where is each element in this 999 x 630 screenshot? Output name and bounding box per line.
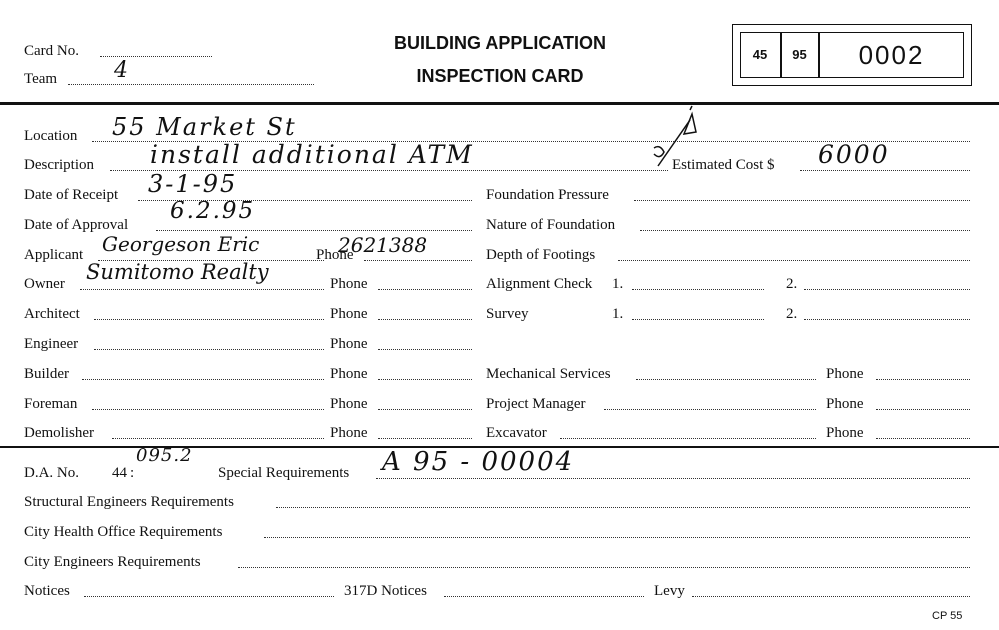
- depth-of-footings-field[interactable]: [618, 260, 970, 261]
- alignment-check-label: Alignment Check: [486, 276, 593, 292]
- builder-field[interactable]: [82, 379, 324, 380]
- description-label: Description: [24, 157, 94, 173]
- engineer-field[interactable]: [94, 349, 324, 350]
- owner-phone-label: Phone: [330, 276, 368, 292]
- foreman-label: Foreman: [24, 396, 78, 412]
- architect-label: Architect: [24, 306, 80, 322]
- card-no-field[interactable]: [100, 56, 212, 57]
- special-requirements-label: Special Requirements: [218, 465, 350, 481]
- city-health-field[interactable]: [264, 537, 970, 538]
- alignment-check-field-1[interactable]: [632, 289, 764, 290]
- mechanical-phone-field[interactable]: [876, 379, 970, 380]
- survey-num1: 1.: [612, 306, 624, 322]
- handwritten-arrow-icon: [650, 104, 710, 170]
- project-manager-label: Project Manager: [486, 396, 586, 412]
- da-no-value: 095.2: [136, 445, 193, 466]
- applicant-label: Applicant: [24, 247, 84, 263]
- demolisher-phone-label: Phone: [330, 425, 368, 441]
- title-line2: INSPECTION CARD: [416, 66, 584, 86]
- survey-num2: 2.: [786, 306, 798, 322]
- project-manager-field[interactable]: [604, 409, 816, 410]
- owner-value: Sumitomo Realty: [86, 260, 269, 284]
- alignment-check-num1: 1.: [612, 276, 624, 292]
- levy-label: Levy: [654, 583, 685, 599]
- notices-label: Notices: [24, 583, 70, 599]
- demolisher-phone-field[interactable]: [378, 438, 472, 439]
- structural-engineers-label: Structural Engineers Requirements: [24, 494, 234, 510]
- team-label: Team: [24, 71, 58, 87]
- notices-317d-label: 317D Notices: [344, 583, 427, 599]
- description-value: install additional ATM: [150, 140, 474, 169]
- architect-phone-field[interactable]: [378, 319, 472, 320]
- architect-field[interactable]: [94, 319, 324, 320]
- special-requirements-value: A 95 - 00004: [382, 447, 575, 477]
- team-field[interactable]: [68, 84, 314, 85]
- foreman-phone-label: Phone: [330, 396, 368, 412]
- owner-label: Owner: [24, 276, 65, 292]
- estimated-cost-value: 6000: [818, 140, 890, 169]
- owner-phone-field[interactable]: [378, 289, 472, 290]
- alignment-check-num2: 2.: [786, 276, 798, 292]
- survey-field-2[interactable]: [804, 319, 970, 320]
- city-health-label: City Health Office Requirements: [24, 524, 223, 540]
- depth-of-footings-label: Depth of Footings: [486, 247, 596, 263]
- city-engineers-label: City Engineers Requirements: [24, 554, 201, 570]
- nature-of-foundation-field[interactable]: [640, 230, 970, 231]
- applicant-value: Georgeson Eric: [102, 232, 260, 256]
- mechanical-phone-label: Phone: [826, 366, 864, 382]
- header-rule: [0, 102, 999, 105]
- levy-field[interactable]: [692, 596, 970, 597]
- survey-label: Survey: [486, 306, 529, 322]
- builder-phone-field[interactable]: [378, 379, 472, 380]
- location-label: Location: [24, 128, 78, 144]
- location-value: 55 Market St: [112, 113, 297, 141]
- title-line1: BUILDING APPLICATION: [394, 33, 606, 53]
- engineer-label: Engineer: [24, 336, 79, 352]
- builder-phone-label: Phone: [330, 366, 368, 382]
- demolisher-label: Demolisher: [24, 425, 94, 441]
- excavator-field[interactable]: [560, 438, 816, 439]
- city-engineers-field[interactable]: [238, 567, 970, 568]
- notices-317d-field[interactable]: [444, 596, 644, 597]
- excavator-phone-field[interactable]: [876, 438, 970, 439]
- applicant-phone-field[interactable]: [364, 260, 472, 261]
- estimated-cost-label: Estimated Cost $: [672, 157, 775, 173]
- survey-field-1[interactable]: [632, 319, 764, 320]
- notices-field[interactable]: [84, 596, 334, 597]
- builder-label: Builder: [24, 366, 69, 382]
- da-no-label: D.A. No.: [24, 465, 79, 481]
- structural-engineers-field[interactable]: [276, 507, 970, 508]
- engineer-phone-label: Phone: [330, 336, 368, 352]
- project-manager-phone-field[interactable]: [876, 409, 970, 410]
- excavator-label: Excavator: [486, 425, 547, 441]
- da-no-prefix: 44: [112, 465, 127, 481]
- owner-field[interactable]: [80, 289, 324, 290]
- foreman-phone-field[interactable]: [378, 409, 472, 410]
- mechanical-services-label: Mechanical Services: [486, 366, 611, 382]
- demolisher-field[interactable]: [112, 438, 324, 439]
- date-of-receipt-label: Date of Receipt: [24, 187, 119, 203]
- team-value: 4: [114, 58, 130, 83]
- estimated-cost-field[interactable]: [800, 170, 970, 171]
- box-cell-1: 45: [752, 47, 768, 62]
- applicant-phone-value: 2621388: [338, 233, 428, 257]
- engineer-phone-field[interactable]: [378, 349, 472, 350]
- applicant-phone-label: Phone: [316, 247, 354, 263]
- alignment-check-field-2[interactable]: [804, 289, 970, 290]
- architect-phone-label: Phone: [330, 306, 368, 322]
- date-of-approval-value: 6.2.95: [170, 198, 256, 224]
- date-of-receipt-value: 3-1-95: [148, 170, 238, 198]
- special-requirements-field[interactable]: [376, 478, 970, 479]
- project-manager-phone-label: Phone: [826, 396, 864, 412]
- date-of-approval-label: Date of Approval: [24, 217, 129, 233]
- card-no-label: Card No.: [24, 43, 79, 59]
- excavator-phone-label: Phone: [826, 425, 864, 441]
- form-code: CP 55: [932, 610, 963, 622]
- foreman-field[interactable]: [92, 409, 324, 410]
- date-of-approval-field[interactable]: [156, 230, 472, 231]
- mechanical-services-field[interactable]: [636, 379, 816, 380]
- box-card-number: 0002: [858, 40, 925, 70]
- box-cell-2: 95: [792, 47, 807, 62]
- foundation-pressure-label: Foundation Pressure: [486, 187, 609, 203]
- nature-of-foundation-label: Nature of Foundation: [486, 217, 616, 233]
- foundation-pressure-field[interactable]: [634, 200, 970, 201]
